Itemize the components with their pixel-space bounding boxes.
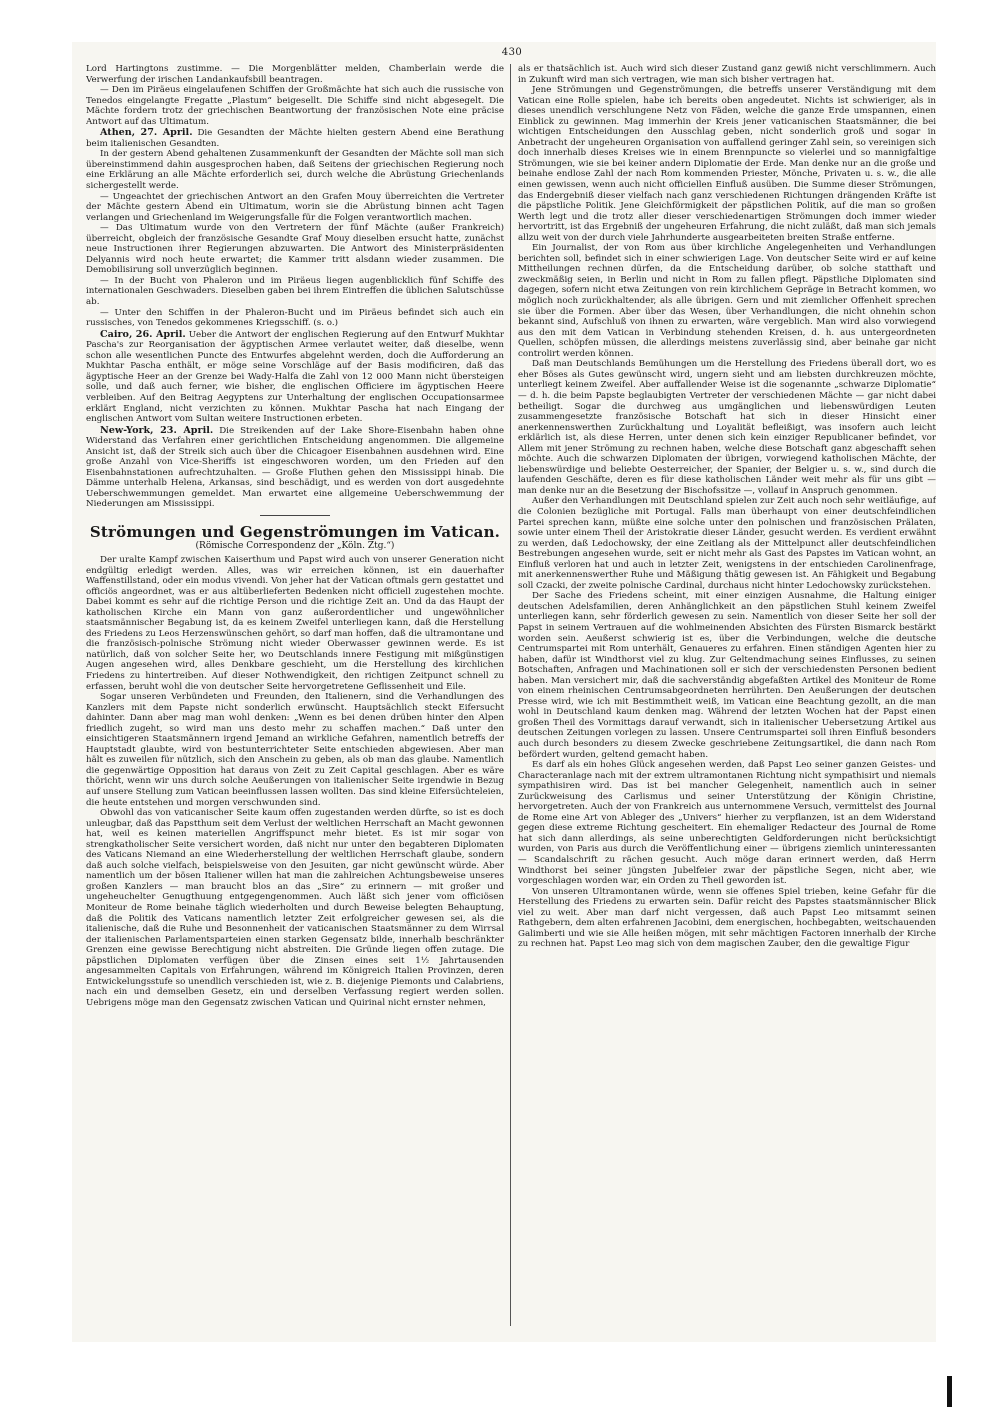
article-paragraph: Es darf als ein hohes Glück angesehen werden, daß Papst Leo seiner ganzen Geistes- und Characteranlage nach mit der extrem ultramontanen Richtung nicht sympathisirt und niemals sympathisiren wird. Das ist bei mancher Gelegenheit, namentlich auch in seiner Zurückweisung des Carlismus und seiner Unterstützung der Königin Christine, hervorgetreten. Auch der von Frankreich aus unternommene Versuch, vermittelst des Journal de Rome eine Art von Ableger des „Univers“ hierher zu verpflanzen, ist an dem Widerstand gegen diese extreme Richtung gescheitert. Ein ehemaliger Redacteur des Journal de Rome hat sich dann allerdings, als seine unberechtigten Geldforderungen nicht berücksichtigt wurden, von Paris aus durch die Veröffentlichung einer — übrigens ziemlich uninteressanten — Scandalschrift zu rächen gesucht. Auch möge daran erinnert werden, daß Herrn Windthorst bei seiner jüngsten Jubelfeier zwar der päpstliche Segen, nicht aber, wie vorgeschlagen worden war, ein Orden zu Theil geworden ist.: [518, 760, 936, 887]
news-paragraph: — Den im Piräeus eingelaufenen Schiffen der Großmächte hat sich auch die russische von Tenedos eingelangte Fregatte „Plastum“ beigesellt. Die Schiffe sind nicht abgesegelt. Die Mächte fordern trotz der griechischen Beantwortung der französischen Note eine präcise Antwort auf das Ultimatum.: [86, 85, 504, 127]
new-york-report: [86, 426, 504, 510]
article-paragraph: Obwohl das von vaticanischer Seite kaum offen zugestanden werden dürfte, so ist es doch unleugbar, daß das Papstthum seit dem Verlust der weltlichen Herrschaft an Macht gewonnen hat, weil es keinen materiellen Angriffspunct mehr bietet. Es ist mir sogar von strengkatholischer Seite versichert worden, daß nicht nur unter den begabteren Diplomaten des Vaticans Niemand an eine Wiederherstellung der weltlichen Herrschaft glaube, sondern daß auch solche vielfach, beispielsweise von den Jesuiten, gar nicht gewünscht würde. Aber namentlich um der bösen Italiener willen hat man die zahlreichen Achtungsbeweise unseres großen Kanzlers — man braucht blos an das „Sire“ zu erinnern — mit großer und ungeheuchelter Genugthuung entgegengenommen. Auch läßt sich jener vom officiösen Moniteur de Rome beinahe täglich wiederholten und durch Beweise belegten Behauptung, daß die Politik des Vaticans namentlich letzter Zeit erfolgreicher gewesen sei, als die italienische, daß die Ruhe und Besonnenheit der vaticanischen Staatsmänner zu dem Wirrsal der italienischen Parlamentsparteien einen starken Gegensatz bilde, innerhalb beschränkter Grenzen eine gewisse Berechtigung nicht abstreiten. Die Gründe liegen offen zutage. Die päpstlichen Diplomaten verfügen über die Zinsen eines seit 1½ Jahrtausenden angesammelten Capitals von Erfahrungen, während im Königreich Italien Provinzen, deren Entwickelungsstufe so unendlich verschieden ist, wie z. B. diejenige Piemonts und Calabriens, nach ein und demselben Gesetz, ein und derselben Verfassung regiert werden sollen. Uebrigens möge man den Gegensatz zwischen Vatican und Quirinal nicht ernster nehmen,: [86, 808, 504, 1008]
left-column: [86, 64, 504, 1329]
dateline-cairo: Cairo, 26. April.: [100, 328, 186, 340]
new-york-text: Die Streikenden auf der Lake Shore-Eisenbahn haben ohne Widerstand das Verfahren einer gerichtlichen Entscheidung angenommen. Die allgemeine Ansicht ist, daß der Streik sich auch über die Chicagoer Eisenbahnen ausdehnen wird. Eine große Anzahl von Vice-Sheriffs ist eingeschworen worden, um den Frieden auf den Eisenbahnstationen aufrechtzuhalten. — Große Fluthen gehen den Mississippi hinab. Die Dämme unterhalb Helena, Arkansas, sind beschädigt, und es werden von dort ausgedehnte Ueberschwemmungen gemeldet. Man erwartet eine allgemeine Ueberschwemmung der Niederungen am Mississippi.: [86, 425, 504, 510]
scan-edge-mark: [947, 1376, 952, 1407]
article-headline: Strömungen und Gegenströmungen im Vatican.: [89, 522, 501, 541]
newspaper-page: [72, 42, 936, 1342]
article-paragraph: Von unseren Ultramontanen würde, wenn sie offenes Spiel trieben, keine Gefahr für die Herstellung des Friedens zu erwarten sein. Dafür reicht des Papstes staatsmännischer Blick viel zu weit. Aber man darf nicht vergessen, daß auch Papst Leo mitsammt seinen Rathgebern, dem alten erfahrenen Jacobini, dem energischen, hochbegabten, weitschauenden Galimberti und wie sie Alle heißen mögen, mit sehr mächtigen Factoren innerhalb der Kirche zu rechnen hat. Papst Leo mag sich von dem magischen Zauber, den die gewaltige Figur: [518, 886, 936, 950]
news-paragraph: — Das Ultimatum wurde von den Vertretern der fünf Mächte (außer Frankreich) überreicht, obgleich der französische Gesandte Graf Mouy dieselben ersucht hatte, zunächst neue Instructionen ihrer Regierungen abzuwarten. Die Antwort des Ministerpräsidenten Delyannis wird noch heute erwartet; die Kammer tritt alsdann wieder zusammen. Die Demobilisirung soll unverzüglich beginnen.: [86, 223, 504, 276]
page-number: 430: [501, 47, 523, 58]
article-paragraph: Der Sache des Friedens scheint, mit einer einzigen Ausnahme, die Haltung einiger deutschen Adelsfamilien, deren Anhänglichkeit an den päpstlichen Stuhl keinem Zweifel unterliegen kann, sehr förderlich gewesen zu sein. Namentlich von dieser Seite her soll der Papst in seinem Vertrauen auf die wohlmeinenden Absichten des Fürsten Bismarck bestärkt worden sein. Aeußerst schwierig ist es, über die Verbindungen, welche die deutsche Centrumspartei mit Rom unterhält, Genaueres zu erfahren. Einen ständigen Agenten hier zu haben, dafür ist Windthorst viel zu klug. Zur Geltendmachung seines Einflusses, zu seinen Botschaften, Anfragen und Machinationen soll er sich der verschiedensten Personen bedient haben. Man versichert mir, daß die sachverständig abgefaßten Artikel des Moniteur de Rome von einem rheinischen Centrumsabgeordneten herrührten. Den Aeußerungen der deutschen Presse wird, wie ich mit Bestimmtheit weiß, im Vatican eine Beachtung gezollt, an die man wohl in Deutschland kaum denken mag. Während der letzten Wochen hat der Papst einen großen Theil des Vormittags darauf verwandt, sich in italienischer Uebersetzung Artikel aus deutschen Zeitungen vorlegen zu lassen. Unsere Centrumspartei soll ihren Einfluß besonders auch durch besonders zu diesem Zwecke geschriebene Zeitungsartikel, die dann nach Rom befördert wurden, geltend gemacht haben.: [518, 591, 936, 760]
article-paragraph: Der uralte Kampf zwischen Kaiserthum und Papst wird auch von unserer Generation nicht endgültig erledigt werden. Alles, was wir erreichen können, ist ein dauerhafter Waffenstillstand, oder ein modus vivendi. Von jeher hat der Vatican oftmals gern gestattet und officiös angeordnet, was er aus altüberlieferten Bedenken nicht officiell zugestehen mochte. Dabei kommt es sehr auf die richtige Person und die richtige Zeit an. Und da das Haupt der katholischen Kirche ein Mann von ganz außerordentlicher und ungewöhnlicher staatsmännischer Begabung ist, da es keinem Zweifel unterliegen kann, daß die Herstellung des Friedens zu Leos Herzenswünschen gehört, so darf man hoffen, daß die ultramontane und die französisch-polnische Strömung nicht wieder Oberwasser gewinnen werde. Es ist natürlich, daß von solcher Seite her, wo Deutschlands innere Festigung mit mißgünstigen Augen angesehen wird, alles Denkbare geschieht, um die Herstellung des kirchlichen Friedens zu hintertreiben. Auf dieser Nothwendigkeit, den richtigen Zeitpunct schnell zu erfassen, beruht wohl die von deutscher Seite hervorgetretene Geflissenheit und Eile.: [86, 554, 504, 692]
athen-report: [86, 128, 504, 149]
news-paragraph: Lord Hartingtons zustimme. — Die Morgenblätter melden, Chamberlain werde die Verwerfung der irischen Landankaufsbill beantragen.: [86, 64, 504, 85]
article-paragraph: Daß man Deutschlands Bemühungen um die Herstellung des Friedens überall dort, wo es eher Böses als Gutes gewünscht wird, ungern sieht und am liebsten durchkreuzen möchte, unterliegt keinem Zweifel. Aber auffallender Weise ist die sogenannte „schwarze Diplomatie“ — d. h. die beim Papste beglaubigten Vertreter der verschiedenen Mächte — gar nicht dabei betheiligt. Sogar die durchweg aus umgänglichen und liebenswürdigen Leuten zusammengesetzte französische Botschaft hat sich in dieser Hinsicht einer anerkennenswerthen Zurückhaltung und Loyalität befleißigt, was insofern auch leicht erklärlich ist, als diese Herren, unter denen sich kein einziger Republicaner befindet, vor Allem mit jener Strömung zu rechnen haben, welche diese Botschaft ganz abgeschafft sehen möchte. Auch die schwarzen Diplomaten der übrigen, vorwiegend katholischen Mächte, der liebenswürdige und beliebte Oesterreicher, der Spanier, der Belgier u. s. w., sind durch die laufenden Geschäfte, deren es für diese katholischen Länder weit mehr als für uns gibt — man denke nur an die Besetzung der Bischofssitze —, vollauf in Anspruch genommen.: [518, 359, 936, 496]
article-subheadline: (Römische Correspondenz der „Köln. Ztg.“): [195, 540, 395, 551]
athen-text: Die Gesandten der Mächte hielten gestern Abend eine Berathung beim italienischen Gesandten.: [86, 128, 504, 149]
article-paragraph: Außer den Verhandlungen mit Deutschland spielen zur Zeit auch noch sehr weitläufige, auf die Colonien bezügliche mit Portugal. Falls man überhaupt von einer deutschfeindlichen Partei sprechen kann, müßte eine solche unter den polnischen und französischen Prälaten, sowie unter einem Theil der Aristokratie dieser Länder, gesucht werden. Es verdient erwähnt zu werden, daß Ledochowsky, der eine Zeitlang als der Mittelpunct aller deutschfeindlichen Bestrebungen angesehen wurde, seit er nicht mehr als Gast des Papstes im Vatican wohnt, an Einfluß verloren hat und auch in letzter Zeit, wenigstens in der entschieden Carolinenfrage, mit anerkennenswerther Ruhe und Mäßigung thätig gewesen ist. An Fähigkeit und Begabung soll Czacki, der zweite polnische Cardinal, durchaus nicht hinter Ledochowsky zurückstehen.: [518, 496, 936, 591]
dateline-new-york: New-York, 23. April.: [100, 424, 214, 436]
article-paragraph: als er thatsächlich ist. Auch wird sich dieser Zustand ganz gewiß nicht verschlimmern. Auch in Zukunft wird man sich vertragen, wie man sich bisher vertragen hat.: [518, 64, 936, 85]
article-paragraph: Jene Strömungen und Gegenströmungen, die betreffs unserer Verständigung mit dem Vatican eine Rolle spielen, habe ich bereits oben angedeutet. Nichts ist schwieriger, als in dieses unendlich verschlungene Netz von Fäden, welche die ganze Erde umspannen, einen Einblick zu gewinnen. Mag immerhin der Kreis jener vaticanischen Staatsmänner, die bei wichtigen Entscheidungen den Ausschlag geben, nicht sonderlich groß und sogar in Anbetracht der ungeheuren Organisation von auffallend geringer Zahl sein, so vereinigen sich doch innerhalb dieses Kreises wie in einem Brennpuncte so vielerlei und so mannigfaltige Strömungen, wie sie bei keiner andern Diplomatie der Erde. Man denke nur an die große und beinahe endlose Zahl der nach Rom kommenden Priester, Mönche, Privaten u. s. w., die alle einen gewissen, wenn auch nicht officiellen Einfluß ausüben. Die Summe dieser Strömungen, das Endergebniß dieser vielfach nach ganz verschiedenen Richtungen drängenden Kräfte ist die päpstliche Politik. Jene Gleichförmigkeit der päpstlichen Politik, auf die man so großen Werth legt und die trotz aller dieser verschiedenartigen Strömungen doch immer wieder hervortritt, ist das Ergebniß der ungeheuren Erfahrung, die nicht zuläßt, daß man sich jemals allzu weit von der durch viele Jahrhunderte ausgearbeiteten breiten Straße entferne.: [518, 85, 936, 243]
article-divider: [260, 515, 330, 516]
right-column: [518, 64, 936, 1329]
column-rule: [510, 64, 511, 1326]
dateline-athen: Athen, 27. April.: [100, 127, 193, 139]
cairo-text: Ueber die Antwort der englischen Regierung auf den Entwurf Mukhtar Pascha's zur Reorganisation der ägyptischen Armee verlautet weiter, daß dieselbe, wenn schon alle wesentlichen Puncte des Entwurfes abgelehnt werden, doch die Aufforderung an Mukhtar Pascha enthält, er möge seine Vorschläge auf der Basis modificiren, daß das ägyptische Heer an der Grenze bei Wady-Halfa die Zahl von 12 000 Mann nicht übersteigen solle, und daß auch ferner, wie bisher, die englischen Officiere im ägyptischen Heere verbleiben. Auf den Beitrag Aegyptens zur Unterhaltung der englischen Occupationsarmee erklärt England, nicht verzichten zu können. Mukhtar Pascha hat nach Eingang der englischen Antwort vom Sultan weitere Instructionen erbeten.: [86, 329, 504, 425]
news-paragraph: — Ungeachtet der griechischen Antwort an den Grafen Mouy überreichten die Vertreter der Mächte gestern Abend ein Ultimatum, worin sie die Abrüstung binnen acht Tagen verlangen und Griechenland im Weigerungsfalle für die Folgen verantwortlich machen.: [86, 191, 504, 223]
article-paragraph: Sogar unseren Verbündeten und Freunden, den Italienern, sind die Verhandlungen des Kanzlers mit dem Papste nicht sonderlich erwünscht. Hauptsächlich steckt Eifersucht dahinter. Dann aber mag man wohl denken: „Wenn es bei denen drüben hinter den Alpen friedlich zugeht, so wird man uns desto mehr zu schaffen machen.“ Daß unter den einsichtigeren Staatsmännern irgend Jemand an wirkliche Gefahren, namentlich betreffs der Hauptstadt glaubte, wird von bestunterrichteter Seite entschieden abgewiesen. Aber man hält es zuweilen für nützlich, sich den Anschein zu geben, als ob man das glaube. Namentlich die gegenwärtige Opposition hat daraus von Zeit zu Zeit Capital geschlagen. Aber es wäre thöricht, wenn wir uns durch solche Aeußerungen von italienischer Seite irgendwie in Bezug auf unsere Stellung zum Vatican beeinflussen lassen wollten. Das sind kleine Eifersüchteleien, die heute entstehen und morgen verschwunden sind.: [86, 692, 504, 808]
news-paragraph: — In der Bucht von Phaleron und im Piräeus liegen augenblicklich fünf Schiffe des internationalen Geschwaders. Dieselben gaben bei ihrem Eintreffen die üblichen Salutschüsse ab.: [86, 275, 504, 308]
cairo-report: [86, 330, 504, 425]
news-paragraph: In der gestern Abend gehaltenen Zusammenkunft der Gesandten der Mächte soll man sich übereinstimmend dahin ausgesprochen haben, daß Seitens der griechischen Regierung noch eine Erklärung an alle Mächte erforderlich sei, durch welche die Abrüstung Griechenlands sichergestellt werde.: [86, 149, 504, 192]
article-paragraph: Ein Journalist, der von Rom aus über kirchliche Angelegenheiten und Verhandlungen berichten soll, befindet sich in einer schwierigen Lage. Von deutscher Seite wird er auf keine Mittheilungen rechnen dürfen, da die Entscheidung darüber, ob solche statthaft und zweckmäßig seien, in Berlin und nicht in Rom zu fallen pflegt. Päpstliche Diplomaten sind dagegen, sofern nicht etwa Zeitungen von rein kirchlichem Gepräge in Betracht kommen, wo möglich noch zurückhaltender, als alle übrigen. Gern und mit ziemlicher Offenheit sprechen sie über die Formen. Aber über das Wesen, über Verhandlungen, die nicht ohnehin schon bekannt sind, Aufschluß von ihnen zu erwarten, wäre vergeblich. Man wird also vorwiegend aus den mit dem Vatican in Verbindung stehenden Kreisen, d. h. aus untergeordneten Quellen, schöpfen müssen, die allerdings meistens zuverlässig sind, aber beinahe gar nicht controlirt werden können.: [518, 243, 936, 359]
news-paragraph: — Unter den Schiffen in der Phaleron-Bucht und im Piräeus befindet sich auch ein russisches, von Tenedos gekommenes Kriegsschiff. (s. o.): [86, 307, 504, 329]
